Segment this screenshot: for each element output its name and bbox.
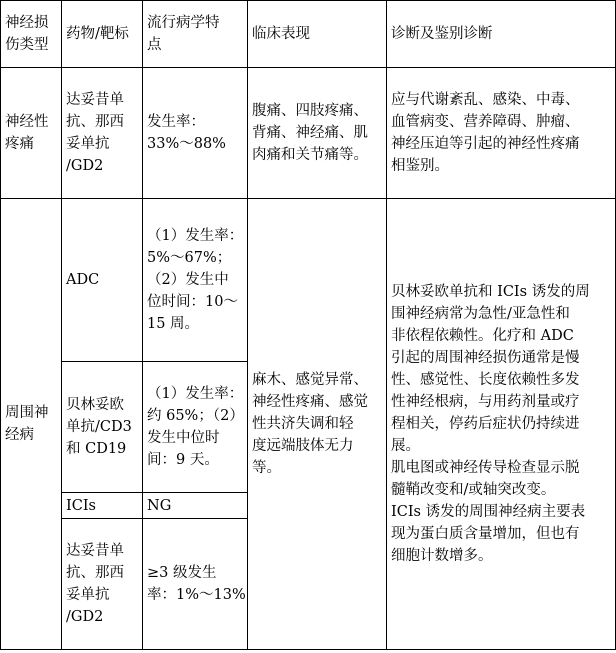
header-row bbox=[1, 1, 616, 68]
text-line: 约 65%；（2） bbox=[147, 408, 244, 424]
text-line: 达妥昔单 bbox=[66, 543, 124, 559]
text-line: 神经压迫等引起的神经性疼痛 bbox=[391, 136, 580, 152]
cell-clinical-peripheral bbox=[248, 199, 387, 650]
text-line: 和 CD19 bbox=[66, 441, 127, 457]
text-line: 贝林妥欧单抗和 ICIs 诱发的周 bbox=[391, 284, 590, 300]
header-injury-type bbox=[1, 1, 62, 68]
text-line: 临床表现 bbox=[252, 26, 310, 42]
header-epidemiology bbox=[143, 1, 248, 68]
cell-epi-icis bbox=[143, 493, 248, 519]
text-line: 血管病变、营养障碍、肿瘤、 bbox=[391, 114, 580, 130]
text-line: 神经性 bbox=[5, 114, 49, 130]
text-line: 间：9 天。 bbox=[147, 452, 219, 468]
text-line: 性、感觉性、长度依赖性多发 bbox=[391, 372, 580, 388]
header-drug-target bbox=[62, 1, 143, 68]
text-line: ADC bbox=[66, 272, 100, 288]
text-line: （2）发生中 bbox=[147, 272, 229, 288]
row-peripheral-adc bbox=[1, 199, 616, 362]
text-line: /GD2 bbox=[66, 158, 104, 174]
cell-injury-type-peripheral bbox=[1, 199, 62, 650]
text-line: 抗、那西 bbox=[66, 114, 124, 130]
text-line: （1）发生率： bbox=[147, 386, 244, 402]
cell-epi-belantamab bbox=[143, 362, 248, 493]
text-line: 妥单抗 bbox=[66, 136, 110, 152]
cell-epidemiology bbox=[143, 68, 248, 199]
text-line: 肌电图或神经传导检查显示脱 bbox=[391, 460, 580, 476]
text-line: 达妥昔单 bbox=[66, 92, 124, 108]
text-line: 引起的周围神经损伤通常是慢 bbox=[391, 350, 580, 366]
text-line: 围神经病常为急性/亚急性和 bbox=[391, 306, 570, 322]
row-neuropathic-pain bbox=[1, 68, 616, 199]
text-line: 贝林妥欧 bbox=[66, 397, 124, 413]
text-line: ≥3 级发生 bbox=[147, 565, 217, 581]
text-line: 经病 bbox=[5, 427, 34, 443]
text-line: ICIs bbox=[66, 497, 96, 514]
text-line: 单抗/CD3 bbox=[66, 419, 132, 435]
text-line: 性神经根病，与用药剂量或疗 bbox=[391, 394, 580, 410]
text-line: 5%～67%； bbox=[147, 250, 232, 266]
text-line: 腹痛、四肢疼痛、 bbox=[252, 103, 368, 119]
cell-drug-icis bbox=[62, 493, 143, 519]
cell-drug-adc bbox=[62, 199, 143, 362]
cell-clinical bbox=[248, 68, 387, 199]
text-line: 现为蛋白质含量增加，但也有 bbox=[391, 526, 580, 542]
text-line: 相鉴别。 bbox=[391, 158, 449, 174]
text-line: 周围神 bbox=[5, 405, 49, 421]
cell-diagnosis-peripheral bbox=[387, 199, 616, 650]
text-line: 程相关，停药后症状仍持续进 bbox=[391, 416, 580, 432]
text-line: /GD2 bbox=[66, 609, 104, 625]
cell-drug-target bbox=[62, 68, 143, 199]
text-line: 髓鞘改变和/或轴突改变。 bbox=[391, 482, 556, 498]
text-line: 性共济失调和轻 bbox=[252, 416, 354, 432]
text-line: 应与代谢紊乱、感染、中毒、 bbox=[391, 92, 580, 108]
cell-epi-dinutuximab bbox=[143, 519, 248, 650]
text-line: 神经损 bbox=[5, 15, 49, 31]
text-line: 等。 bbox=[252, 460, 281, 476]
text-line: 展。 bbox=[391, 438, 420, 454]
header-diagnosis bbox=[387, 1, 616, 68]
text-line: 肉痛和关节痛等。 bbox=[252, 147, 368, 163]
text-line: 流行病学特 bbox=[147, 15, 220, 31]
text-line: 抗、那西 bbox=[66, 565, 124, 581]
text-line: 率：1%～13% bbox=[147, 587, 246, 603]
text-line: 非依程依赖性。化疗和 ADC bbox=[391, 328, 574, 344]
text-line: 药物/靶标 bbox=[66, 26, 129, 42]
text-line: NG bbox=[147, 497, 172, 514]
text-line: 度远端肢体无力 bbox=[252, 438, 354, 454]
text-line: 发生率： bbox=[147, 114, 205, 130]
cell-drug-dinutuximab bbox=[62, 519, 143, 650]
cell-injury-type bbox=[1, 68, 62, 199]
text-line: 麻木、感觉异常、 bbox=[252, 372, 368, 388]
text-line: 细胞计数增多。 bbox=[391, 548, 493, 564]
text-line: 诊断及鉴别诊断 bbox=[391, 26, 493, 42]
text-line: 伤类型 bbox=[5, 37, 49, 53]
text-line: 疼痛 bbox=[5, 136, 34, 152]
text-line: 发生中位时 bbox=[147, 430, 220, 446]
cell-epi-adc bbox=[143, 199, 248, 362]
text-line: 33%～88% bbox=[147, 136, 226, 152]
text-line: 位时间：10～ bbox=[147, 294, 238, 310]
text-line: 背痛、神经痛、肌 bbox=[252, 125, 368, 141]
text-line: ICIs 诱发的周围神经病主要表 bbox=[391, 504, 586, 520]
cell-drug-belantamab bbox=[62, 362, 143, 493]
text-line: 妥单抗 bbox=[66, 587, 110, 603]
cell-diagnosis bbox=[387, 68, 616, 199]
text-line: 点 bbox=[147, 37, 162, 53]
text-line: 神经性疼痛、感觉 bbox=[252, 394, 368, 410]
header-clinical bbox=[248, 1, 387, 68]
text-line: （1）发生率： bbox=[147, 228, 244, 244]
text-line: 15 周。 bbox=[147, 316, 200, 332]
